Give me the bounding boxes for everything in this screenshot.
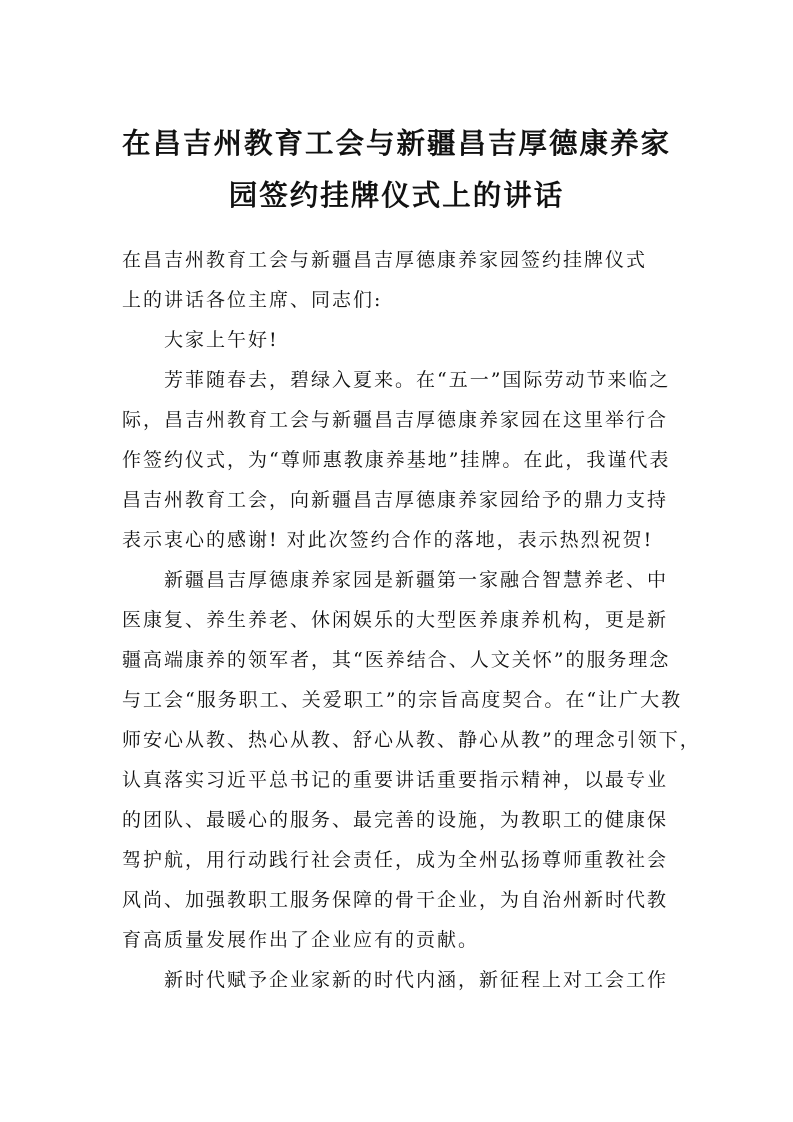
- text-line: 新疆昌吉厚德康养家园是新疆第一家融合智慧养老、中: [164, 569, 669, 591]
- text-line: 在昌吉州教育工会与新疆昌吉厚德康养家园签约挂牌仪式: [122, 249, 648, 271]
- paragraph-2: [122, 560, 701, 960]
- text-line: 表示衷心的感谢! 对此次签约合作的落地，表示热烈祝贺!: [122, 529, 654, 551]
- document-title: [0, 118, 793, 222]
- text-line: 新时代赋予企业家新的时代内涵，新征程上对工会工作: [164, 969, 669, 991]
- text-line: 芳菲随春去，碧绿入夏来。在“五一”国际劳动节来临之: [164, 369, 671, 391]
- text-line: 疆高端康养的领军者，其“医养结合、人文关怀”的服务理念: [122, 649, 671, 671]
- text-line: 认真落实习近平总书记的重要讲话重要指示精神，以最专业: [122, 769, 669, 791]
- text-line: 大家上午好!: [164, 329, 279, 351]
- text-line: 的团队、最暖心的服务、最完善的设施，为教职工的健康保: [122, 809, 669, 831]
- title-line: 园签约挂牌仪式上的讲话: [228, 179, 565, 212]
- text-line: 上的讲话各位主席、同志们:: [122, 289, 383, 311]
- text-line: 风尚、加强教职工服务保障的骨干企业，为自治州新时代教: [122, 889, 669, 911]
- text-line: 与工会“服务职工、关爱职工”的宗旨高度契合。在“让广大教: [122, 689, 683, 711]
- text-line: 师安心从教、热心从教、舒心从教、静心从教”的理念引领下，: [122, 729, 701, 751]
- paragraph-3: [122, 960, 673, 1000]
- text-line: 医康复、养生养老、休闲娱乐的大型医养康养机构，更是新: [122, 609, 669, 631]
- paragraph-heading: [122, 240, 673, 320]
- paragraph-1: [122, 360, 673, 560]
- text-line: 育高质量发展作出了企业应有的贡献。: [122, 929, 480, 951]
- title-line: 在昌吉州教育工会与新疆昌吉厚德康养家: [121, 127, 671, 160]
- text-line: 际，昌吉州教育工会与新疆昌吉厚德康养家园在这里举行合: [122, 409, 669, 431]
- text-line: 驾护航，用行动践行社会责任，成为全州弘扬尊师重教社会: [122, 849, 669, 871]
- document-body: [122, 240, 701, 1000]
- paragraph-greeting: [122, 320, 673, 360]
- text-line: 昌吉州教育工会，向新疆昌吉厚德康养家园给予的鼎力支持: [122, 489, 669, 511]
- text-line: 作签约仪式，为“尊师惠教康养基地”挂牌。在此，我谨代表: [122, 449, 671, 471]
